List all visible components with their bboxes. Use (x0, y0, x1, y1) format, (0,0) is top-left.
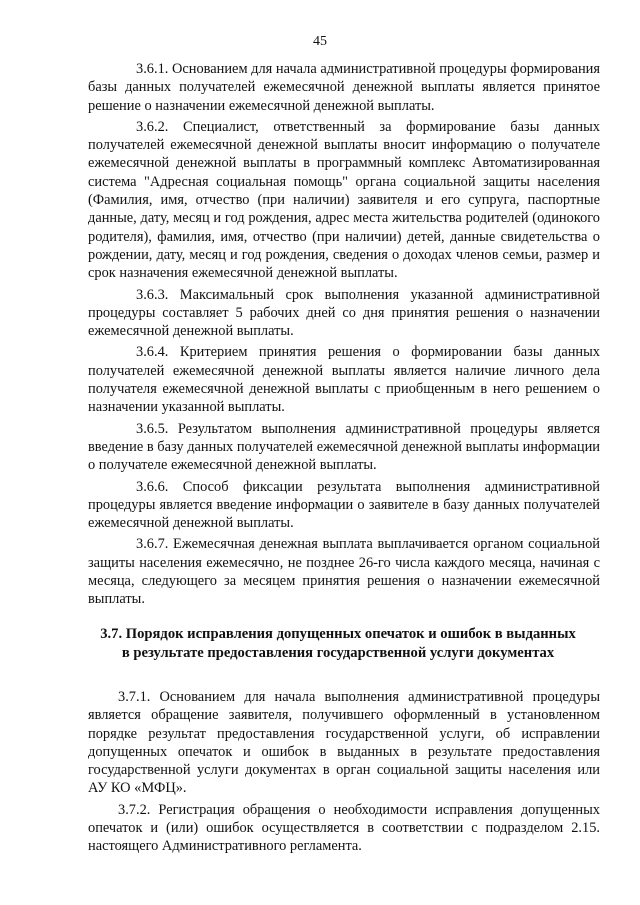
paragraph-3-7-2: 3.7.2. Регистрация обращения о необходимости исправления допущенных опечаток и (или) ошибок осуществляется в соответствии с подразделом 2.15. настоящего Административного регламента. (88, 801, 600, 855)
paragraph-3-6-3: 3.6.3. Максимальный срок выполнения указанной административной процедуры составляет 5 рабочих дней со дня принятия решения о назначении ежемесячной денежной выплаты. (88, 286, 600, 340)
paragraph-3-6-7: 3.6.7. Ежемесячная денежная выплата выплачивается органом социальной защиты населения ежемесячно, не позднее 26-го числа каждого месяца, начиная с месяца, следующего за месяцем принятия решения о назначении ежемесячной выплаты. (88, 536, 600, 608)
paragraph-3-6-4: 3.6.4. Критерием принятия решения о формировании базы данных получателей ежемесячной денежной выплаты является наличие личного дела получателя ежемесячной денежной выплаты с приобщенным в него решением о назначении указанной выплаты. (88, 344, 600, 416)
paragraph-3-7-1: 3.7.1. Основанием для начала выполнения административной процедуры является обращение заявителя, получившего оформленный в установленном порядке результат предоставления государственной услуги, об исправлении допущенных опечаток и ошибок в выданных в результате предоставления государственной услуги документах в орган социальной защиты населения или АУ КО «МФЦ». (88, 689, 600, 797)
paragraph-3-6-1: 3.6.1. Основанием для начала административной процедуры формирования базы данных получателей ежемесячной денежной выплаты является принятое решение о назначении ежемесячной денежной выплаты. (88, 61, 600, 114)
section-3-6-body (88, 60, 600, 612)
paragraph-3-6-2: 3.6.2. Специалист, ответственный за формирование базы данных получателей ежемесячной денежной выплаты вносит информацию о получателе ежемесячной денежной выплаты в программный комплекс Автоматизированная система "Адресная социальная помощь" органа социальной защиты населения (Фамилия, имя, отчество (при наличии) заявителя и его супруга, паспортные данные, дату, месяц и год рождения, адрес места жительства родителей (одинокого родителя), фамилия, имя, отчество (при наличии) детей, данные свидетельства о рождении, дату, месяц и год рождения, сведения о доходах членов семьи, размер и срок назначения ежемесячной денежной выплаты. (88, 118, 600, 282)
page-number: 45 (313, 34, 327, 49)
section-3-7-heading: 3.7. Порядок исправления допущенных опечаток и ошибок в выданных в результате предоставления государственной услуги документах (100, 626, 576, 661)
section-3-7-body (88, 688, 600, 859)
paragraph-3-6-5: 3.6.5. Результатом выполнения административной процедуры является введение в базу данных получателей ежемесячной денежной выплаты информации о получателе ежемесячной денежной выплаты. (88, 420, 600, 474)
paragraph-3-6-6: 3.6.6. Способ фиксации результата выполнения административной процедуры является введение информации о заявителе в базу данных получателей ежемесячной денежной выплаты. (88, 478, 600, 532)
